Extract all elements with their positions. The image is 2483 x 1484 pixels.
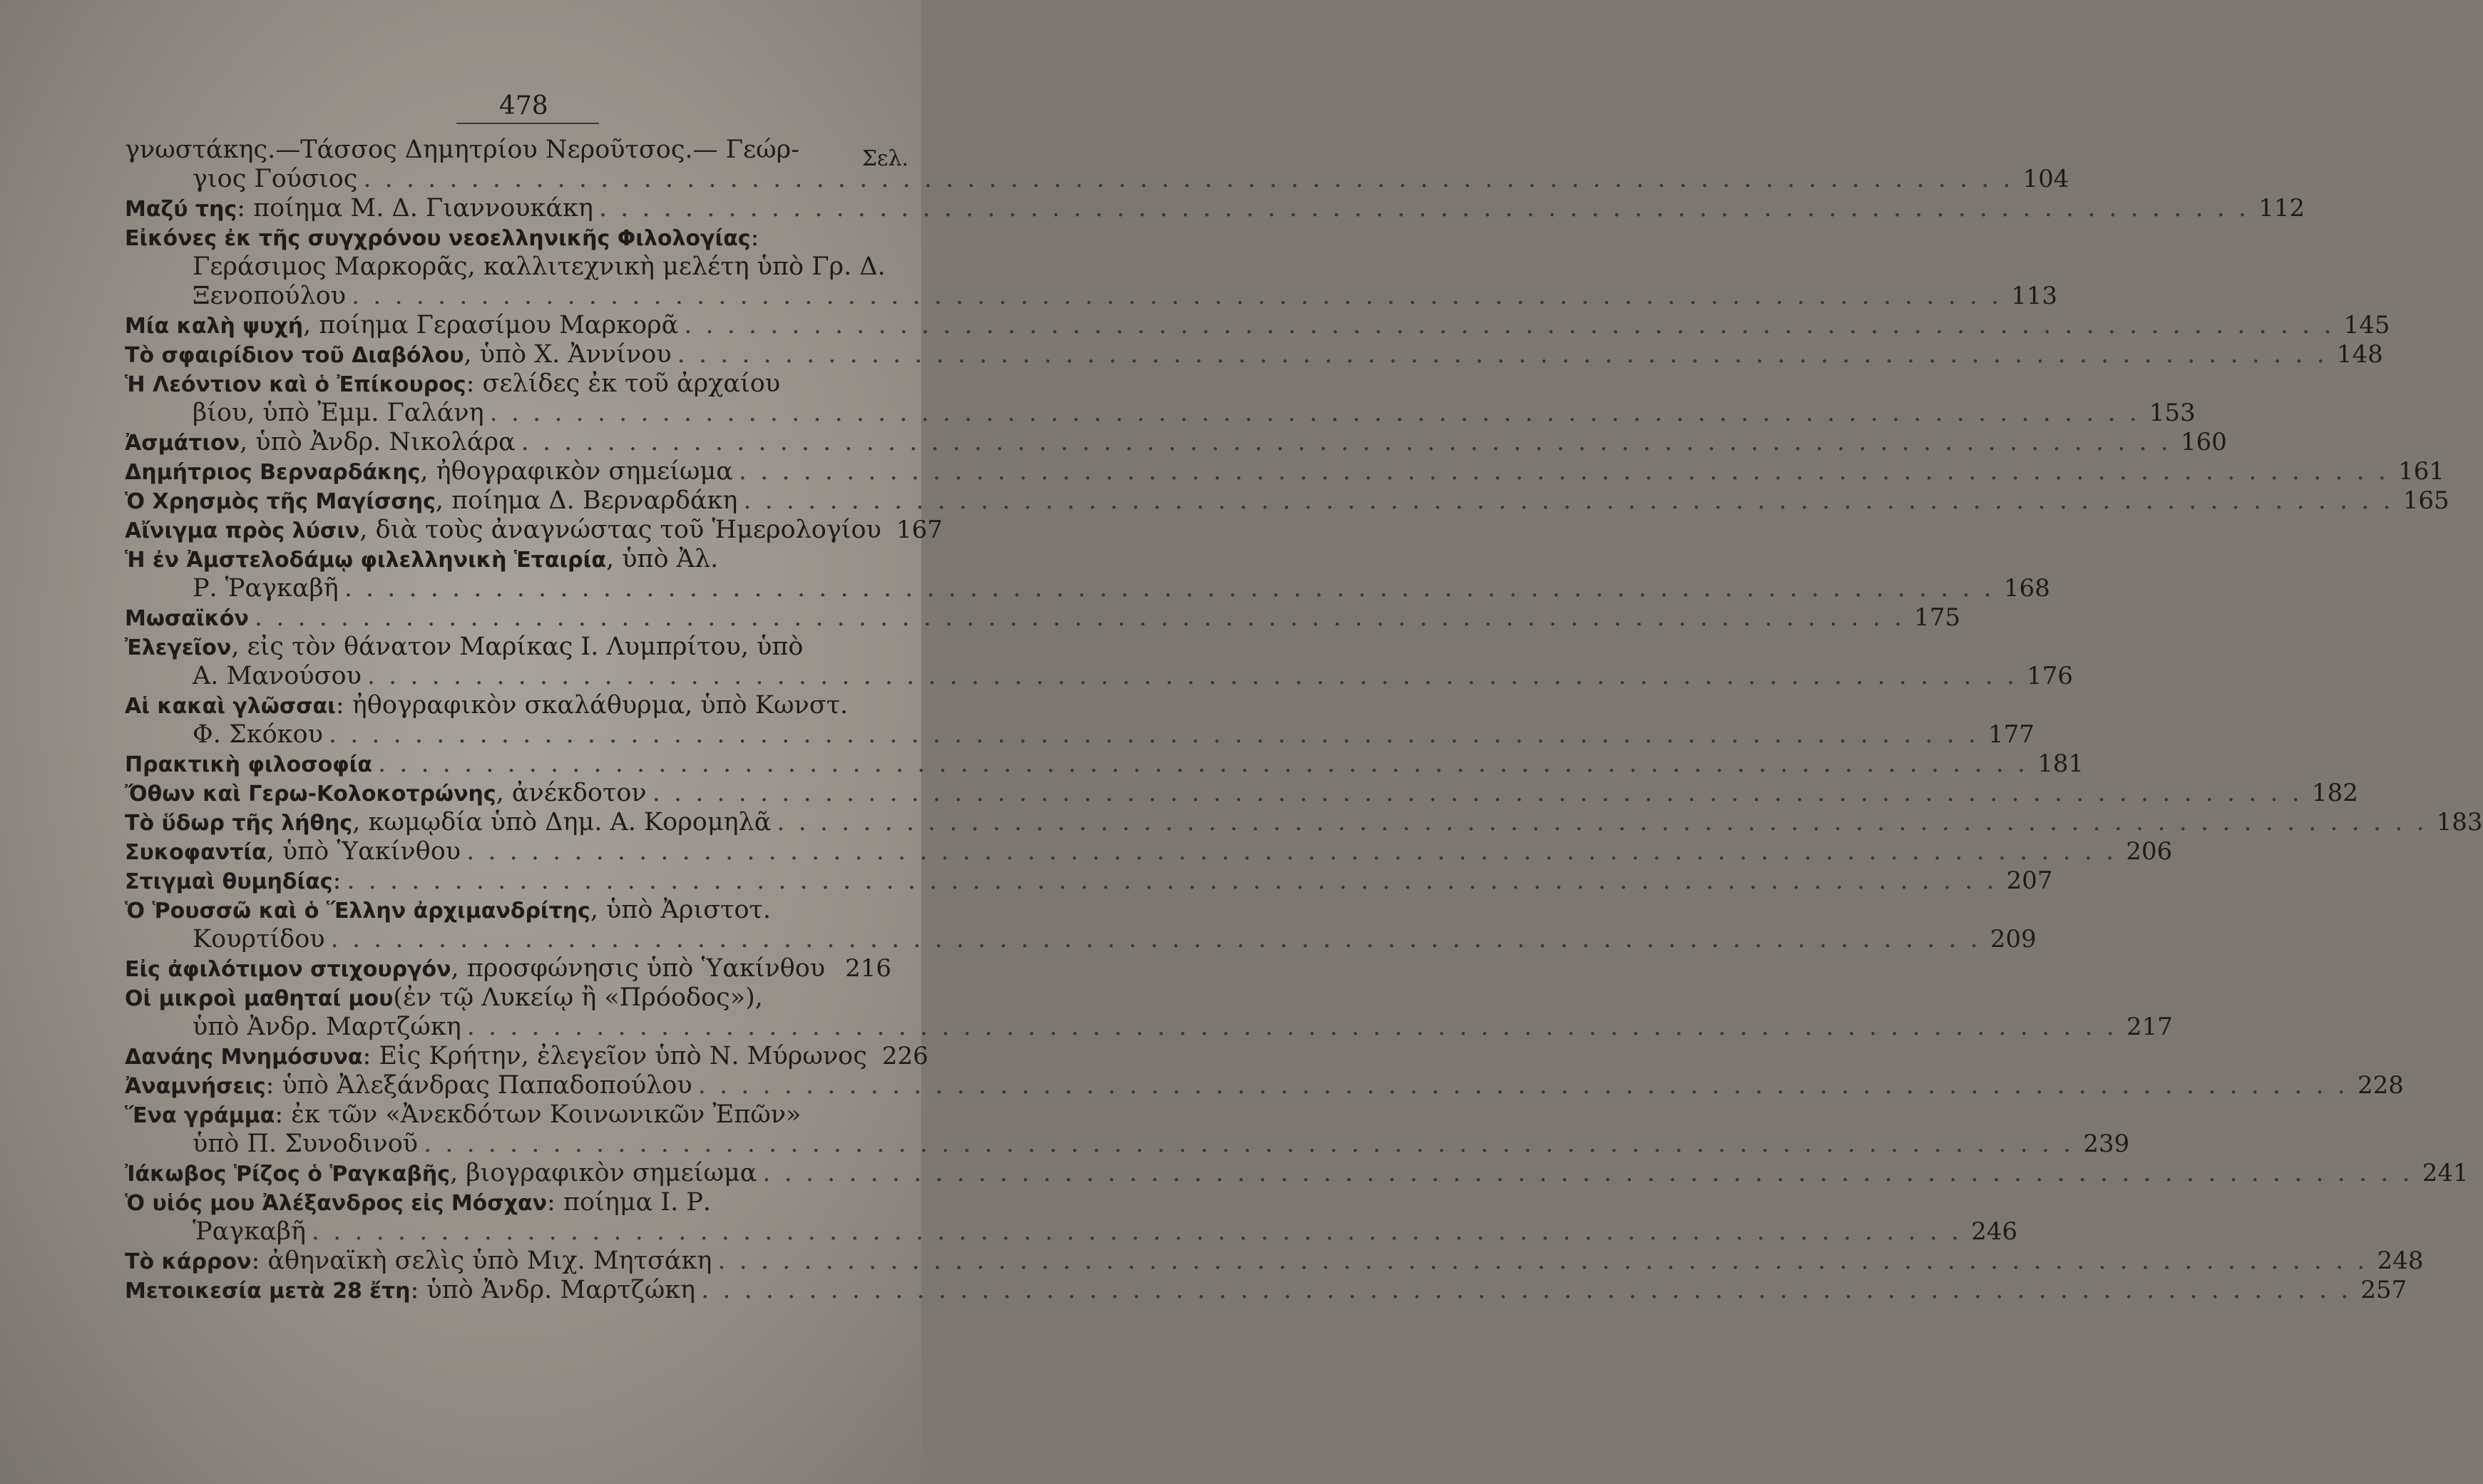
toc-entry-title-line xyxy=(125,457,2445,486)
toc-entry-title-line xyxy=(125,1276,2407,1305)
toc-entry-page-number: 239 xyxy=(2083,1130,2130,1158)
toc-entry-continuation-line xyxy=(125,252,891,282)
dot-leader: . . . . . . . . . . . . . . . . . . . . . . . . . . . . . . . . . . . . . . . . . . . . . . . . . . . . . . . . . . . . . . . . . . . . . . . . . . . . . xyxy=(377,749,2029,778)
toc-entry-title: Τὸ ὕδωρ τῆς λήθης xyxy=(125,811,353,836)
toc-entry-title: Ἡ Λεόντιον καὶ ὁ Ἐπίκουρος xyxy=(125,372,466,397)
toc-entry xyxy=(125,896,2037,954)
dot-leader: . . . . . . . . . . . . . . . . . . . . . . . . . . . . . . . . . . . . . . . . . . . . . . . . . . . . . . . . . . . . . . . . . . . . . . . . . . . . . xyxy=(489,399,2140,427)
toc-entry-title-line xyxy=(125,1247,2424,1276)
toc-entry-title: Ἰάκωβος Ῥίζος ὁ Ῥαγκαβῆς xyxy=(125,1162,451,1187)
toc-entry xyxy=(125,603,1961,633)
toc-entry-continuation-line xyxy=(125,399,2196,428)
toc-entry xyxy=(125,983,2173,1042)
toc-entry-text: , κωμῳδία ὑπὸ Δημ. Α. Κορομηλᾶ xyxy=(352,808,772,836)
toc-entry-page-number: 182 xyxy=(2312,779,2358,807)
toc-entry-title-line xyxy=(125,779,2358,808)
toc-entry-page-number: 153 xyxy=(2149,399,2196,427)
toc-entry-text: : ἀθηναϊκὴ σελὶς ὑπὸ Μιχ. Μητσάκη xyxy=(251,1247,712,1275)
toc-entry-title: Εἰς ἀφιλότιμον στιχουργόν xyxy=(125,957,451,982)
toc-entry xyxy=(125,866,2053,896)
toc-entry-continuation-line xyxy=(125,282,2058,311)
toc-entry xyxy=(125,194,2305,223)
toc-entry-text: Φ. Σκόκου xyxy=(193,720,323,749)
toc-entry-title: Πρακτικὴ φιλοσοφία xyxy=(125,752,372,777)
dot-leader: . . . . . . . . . . . . . . . . . . . . . . . . . . . . . . . . . . . . . . . . . . . . . . . . . . . . . . . . . . . . . . . . . . . . . . . . . . . . . xyxy=(347,866,1997,895)
dot-leader: . . . . . . . . . . . . . . . . . . . . . . . . . . . . . . . . . . . . . . . . . . . . . . . . . . . . . . . . . . . . . . . . . . . . . . . . . . . . . xyxy=(352,282,2002,310)
toc-entry-continuation-line xyxy=(125,720,2035,749)
toc-entry-text: Ξενοπούλου xyxy=(193,282,346,310)
toc-entry-title-line xyxy=(125,1042,928,1071)
toc-entry-title-line xyxy=(125,954,891,983)
toc-entry-text: : Εἰς Κρήτην, ἐλεγεῖον ὑπὸ Ν. Μύρωνος xyxy=(362,1042,867,1070)
toc-entry xyxy=(125,428,2227,457)
toc-entry xyxy=(125,1276,2407,1305)
toc-entry-title-line xyxy=(125,428,2227,457)
toc-entry-title: Τὸ κάρρον xyxy=(125,1249,252,1274)
toc-entry xyxy=(125,457,2445,486)
toc-entry-title-line xyxy=(125,486,2449,516)
dot-leader: . . . . . . . . . . . . . . . . . . . . . . . . . . . . . . . . . . . . . . . . . . . . . . . . . . . . . . . . . . . . . . . . . . . . . . . . . . . . . xyxy=(363,165,2014,193)
page-number-underline xyxy=(456,123,599,124)
toc-entry-page-number: 175 xyxy=(1914,603,1961,632)
toc-entry-title: Συκοφαντία xyxy=(125,840,267,865)
toc-entry-text: βίου, ὑπὸ Ἐμμ. Γαλάνη xyxy=(193,399,484,427)
toc-entry-text: : xyxy=(750,223,759,252)
toc-entry xyxy=(125,311,2390,340)
dot-leader: . . . . . . . . . . . . . . . . . . . . . . . . . . . . . . . . . . . . . . . . . . . . . . . . . . . . . . . . . . . . . . . . . . . . . . . . . . . . . xyxy=(738,457,2390,486)
dot-leader: . . . . . . . . . . . . . . . . . . . . . . . . . . . . . . . . . . . . . . . . . . . . . . . . . . . . . . . . . . . . . . . . . . . . . . . . . . . . . xyxy=(677,340,2328,369)
toc-entry-title: Ὄθων καὶ Γερω-Κολοκοτρώνης xyxy=(125,782,496,807)
page-column-header: Σελ. xyxy=(861,146,908,171)
toc-entry-page-number: 145 xyxy=(2343,311,2390,339)
toc-entry-continuation-line xyxy=(125,165,2069,194)
toc-entry-continuation-line xyxy=(125,925,2037,954)
toc-entry-title-line xyxy=(125,749,2084,779)
dot-leader: . . . . . . . . . . . . . . . . . . . . . . . . . . . . . . . . . . . . . . . . . . . . . . . . . . . . . . . . . . . . . . . . . . . . . . . . . . . . . xyxy=(424,1130,2074,1158)
toc-entry-page-number: 216 xyxy=(845,954,891,983)
dot-leader: . . . . . . . . . . . . . . . . . . . . . . . . . . . . . . . . . . . . . . . . . . . . . . . . . . . . . . . . . . . . . . . . . . . . . . . . . . . . . xyxy=(762,1159,2413,1187)
toc-entry-title-line xyxy=(125,340,2383,369)
toc-entry-page-number: 217 xyxy=(2126,1013,2173,1041)
toc-entry-title-line xyxy=(125,1071,2404,1100)
toc-entry xyxy=(125,369,2196,428)
toc-entry xyxy=(125,1247,2424,1276)
toc-entry-title: Ἀσμάτιον xyxy=(125,431,240,456)
toc-entry-page-number: 207 xyxy=(2006,866,2053,895)
toc-entry-text: : ἠθογραφικὸν σκαλάθυρμα, ὑπὸ Κωνστ. xyxy=(335,691,849,720)
dot-leader: . . . . . . . . . . . . . . . . . . . . . . . . . . . . . . . . . . . . . . . . . . . . . . . . . . . . . . . . . . . . . . . . . . . . . . . . . . . . . xyxy=(777,808,2427,836)
toc-entry-title-line xyxy=(125,837,2173,866)
dot-leader: . . . . . . . . . . . . . . . . . . . . . . . . . . . . . . . . . . . . . . . . . . . . . . . . . . . . . . . . . . . . . . . . . . . . . . . . . . . . . xyxy=(344,574,1995,603)
toc-entry-title-line xyxy=(125,1159,2469,1188)
toc-entry-title-line xyxy=(125,545,891,574)
toc-entry xyxy=(125,1188,2018,1247)
toc-entry-title: Ἕνα γράμμα xyxy=(125,1103,275,1128)
toc-entry-title-line xyxy=(125,603,1961,633)
toc-entry-title-line xyxy=(125,1100,891,1130)
toc-entry-title: Στιγμαὶ θυμηδίας xyxy=(125,869,333,894)
toc-entry-continuation-line xyxy=(125,1130,2130,1159)
toc-entry-title: Τὸ σφαιρίδιον τοῦ Διαβόλου xyxy=(125,343,464,368)
toc-entry-text: , ὑπὸ Ἀλ. xyxy=(605,545,719,573)
toc-entry-page-number: 176 xyxy=(2027,662,2074,690)
toc-entry-text: γιος Γούσιος xyxy=(193,165,358,193)
toc-entry-page-number: 113 xyxy=(2011,282,2058,310)
toc-entry-title: Ὁ Χρησμὸς τῆς Μαγίσσης xyxy=(125,489,436,514)
toc-entry xyxy=(125,779,2358,808)
toc-entry xyxy=(125,749,2084,779)
toc-entry-title: Μαζύ της xyxy=(125,197,237,222)
toc-entry-page-number: 104 xyxy=(2022,165,2069,193)
toc-entry-title-line xyxy=(125,691,891,720)
toc-entry-page-number: 183 xyxy=(2436,808,2483,836)
toc-entry-text: : xyxy=(332,866,342,895)
toc-entry-title-line xyxy=(125,983,891,1013)
toc-entry-title: Ὁ Ῥουσσῶ καὶ ὁ Ἕλλην ἀρχιμανδρίτης xyxy=(125,899,590,923)
toc-entry-title: Ἐλεγεῖον xyxy=(125,635,232,660)
toc-entry-title: Μετοικεσία μετὰ 28 ἔτη xyxy=(125,1279,411,1304)
toc-entry-text: : ὑπὸ Ἀνδρ. Μαρτζώκη xyxy=(410,1276,696,1304)
toc-entry-title-line xyxy=(125,896,891,925)
toc-entry-title-line xyxy=(125,194,2305,223)
toc-entry-text: , ἠθογραφικὸν σημείωμα xyxy=(420,457,733,486)
toc-entry-page-number: 177 xyxy=(1988,720,2035,749)
toc-entry-text: ὑπὸ Π. Συνοδινοῦ xyxy=(193,1130,419,1158)
toc-entry-text: , βιογραφικὸν σημείωμα xyxy=(450,1159,757,1187)
toc-entry xyxy=(125,516,943,545)
toc-entry-text: : ποίημα Ι. Ρ. xyxy=(547,1188,711,1217)
toc-entry-title: Οἱ μικροὶ μαθηταί μου xyxy=(125,986,394,1011)
toc-entry-continuation-line xyxy=(125,1217,2018,1247)
dot-leader: . . . . . . . . . . . . . . . . . . . . . . . . . . . . . . . . . . . . . . . . . . . . . . . . . . . . . . . . . . . . . . . . . . . . . . . . . . . . . xyxy=(684,311,2335,339)
toc-entry-title: Μία καλὴ ψυχή xyxy=(125,314,304,339)
dot-leader: . . . . . . . . . . . . . . . . . . . . . . . . . . . . . . . . . . . . . . . . . . . . . . . . . . . . . . . . . . . . . . . . . . . . . . . . . . . . . xyxy=(701,1276,2352,1304)
toc-entry xyxy=(125,808,2483,837)
toc-entry-text: ὑπὸ Ἀνδρ. Μαρτζώκη xyxy=(193,1013,461,1041)
toc-entry-text: , εἰς τὸν θάνατον Μαρίκας Ι. Λυμπρίτου, ὑπὸ xyxy=(231,633,804,661)
toc-entry xyxy=(125,486,2449,516)
toc-entry-title: Δημήτριος Βερναρδάκης xyxy=(125,460,421,485)
dot-leader: . . . . . . . . . . . . . . . . . . . . . . . . . . . . . . . . . . . . . . . . . . . . . . . . . . . . . . . . . . . . . . . . . . . . . . . . . . . . . xyxy=(254,603,1905,632)
toc-entry-page-number: 241 xyxy=(2422,1159,2469,1187)
toc-entry-text: , ὑπὸ Ἀνδρ. Νικολάρα xyxy=(240,428,516,456)
toc-entry-title: Εἰκόνες ἐκ τῆς συγχρόνου νεοελληνικῆς Φιλολογίας xyxy=(125,226,751,251)
toc-entry-page-number: 167 xyxy=(896,516,943,544)
toc-entry-page-number: 226 xyxy=(881,1042,928,1070)
toc-entry-title-line xyxy=(125,866,2053,896)
toc-entry-title: Ἀναμνήσεις xyxy=(125,1074,266,1099)
toc-entry-text: , ποίημα Δ. Βερναρδάκη xyxy=(435,486,738,515)
toc-entry xyxy=(125,340,2383,369)
toc-entry-text: , διὰ τοὺς ἀναγνώστας τοῦ Ἡμερολογίου xyxy=(359,516,881,544)
toc-entry-text: Ρ. Ῥαγκαβῆ xyxy=(193,574,339,603)
toc-entry-text: , προσφώνησις ὑπὸ Ὑακίνθου xyxy=(451,954,826,983)
toc-entry xyxy=(125,954,891,983)
toc-entry-text: , ὑπὸ Ἀριστοτ. xyxy=(590,896,772,924)
toc-entry-page-number: 181 xyxy=(2037,749,2084,778)
toc-entry-title: Μωσαϊκόν xyxy=(125,606,249,631)
toc-entry-page-number: 246 xyxy=(1971,1217,2018,1246)
dot-leader: . . . . . . . . . . . . . . . . . . . . . . . . . . . . . . . . . . . . . . . . . . . . . . . . . . . . . . . . . . . . . . . . . . . . . . . . . . . . . xyxy=(652,779,2303,807)
toc-entry-title: Αἴνιγμα πρὸς λύσιν xyxy=(125,518,360,543)
toc-entry xyxy=(125,837,2173,866)
toc-entry-text: , ὑπὸ Χ. Ἀννίνου xyxy=(464,340,672,369)
toc-entry-text: Α. Μανούσου xyxy=(193,662,362,690)
toc-entry xyxy=(125,1159,2469,1188)
toc-entry-continuation-line xyxy=(125,662,2074,691)
toc-entry-text: Γεράσιμος Μαρκορᾶς, καλλιτεχνικὴ μελέτη ὑπὸ Γρ. Δ. xyxy=(193,252,886,281)
toc-entry-title-line xyxy=(125,808,2483,837)
toc-entry-title-line xyxy=(125,135,891,165)
toc-entry xyxy=(125,1071,2404,1100)
toc-entry-title-line xyxy=(125,516,943,545)
dot-leader: . . . . . . . . . . . . . . . . . . . . . . . . . . . . . . . . . . . . . . . . . . . . . . . . . . . . . . . . . . . . . . . . . . . . . . . . . . . . . xyxy=(328,720,1980,749)
dot-leader: . . . . . . . . . . . . . . . . . . . . . . . . . . . . . . . . . . . . . . . . . . . . . . . . . . . . . . . . . . . . . . . . . . . . . . . . . . . . . xyxy=(311,1217,1962,1246)
toc-entry-page-number: 160 xyxy=(2180,428,2227,456)
toc-entry-page-number: 148 xyxy=(2336,340,2383,369)
toc-entry-title: Ὁ υἱός μου Ἀλέξανδρος εἰς Μόσχαν xyxy=(125,1191,548,1216)
toc-entry-continuation-line xyxy=(125,1013,2173,1042)
toc-entry xyxy=(125,545,2050,603)
toc-entry-text: γνωστάκης.—Τάσσος Δημητρίου Νεροῦτσος.— Γεώρ- xyxy=(125,135,800,164)
toc-entry-title-line xyxy=(125,633,891,662)
dot-leader: . . . . . . . . . . . . . . . . . . . . . . . . . . . . . . . . . . . . . . . . . . . . . . . . . . . . . . . . . . . . . . . . . . . . . . . . . . . . . xyxy=(466,1013,2117,1041)
toc-entry-page-number: 168 xyxy=(2004,574,2050,603)
toc-entry xyxy=(125,223,2058,311)
toc-entry-text: : ποίημα Μ. Δ. Γιαννουκάκη xyxy=(237,194,593,222)
toc-entry-title: Δανάης Μνημόσυνα xyxy=(125,1045,363,1070)
toc-entry xyxy=(125,1100,2130,1159)
toc-entry-text: , ἀνέκδοτον xyxy=(496,779,647,807)
toc-entry-title: Αἱ κακαὶ γλῶσσαι xyxy=(125,694,336,719)
toc-entry-title-line xyxy=(125,311,2390,340)
toc-entry xyxy=(125,691,2035,749)
toc-entry-text: Ῥαγκαβῆ xyxy=(193,1217,306,1246)
toc-entry-page-number: 248 xyxy=(2377,1247,2424,1275)
toc-entry-page-number: 209 xyxy=(1990,925,2037,953)
dot-leader: . . . . . . . . . . . . . . . . . . . . . . . . . . . . . . . . . . . . . . . . . . . . . . . . . . . . . . . . . . . . . . . . . . . . . . . . . . . . . xyxy=(717,1247,2368,1275)
table-of-contents xyxy=(125,135,2483,1305)
toc-entry xyxy=(125,633,2074,691)
toc-entry-continuation-line xyxy=(125,574,2050,603)
toc-entry-page-number: 112 xyxy=(2258,194,2305,222)
toc-entry-page-number: 257 xyxy=(2360,1276,2407,1304)
toc-entry-page-number: 161 xyxy=(2398,457,2445,486)
page-number: 478 xyxy=(499,91,548,121)
toc-entry-title-line xyxy=(125,1188,891,1217)
dot-leader: . . . . . . . . . . . . . . . . . . . . . . . . . . . . . . . . . . . . . . . . . . . . . . . . . . . . . . . . . . . . . . . . . . . . . . . . . . . . . xyxy=(598,194,2250,222)
toc-entry-title: Ἡ ἐν Ἀμστελοδάμῳ φιλελληνικὴ Ἑταιρία xyxy=(125,548,606,573)
toc-entry-page-number: 165 xyxy=(2402,486,2449,515)
toc-entry-text: (ἐν τῷ Λυκείῳ ἢ «Πρόοδος»), xyxy=(393,983,763,1012)
dot-leader: . . . . . . . . . . . . . . . . . . . . . . . . . . . . . . . . . . . . . . . . . . . . . . . . . . . . . . . . . . . . . . . . . . . . . . . . . . . . . xyxy=(367,662,2018,690)
toc-entry-page-number: 228 xyxy=(2357,1071,2404,1100)
toc-entry-title-line xyxy=(125,223,891,252)
toc-entry-text: , ὑπὸ Ὑακίνθου xyxy=(266,837,461,866)
toc-entry-text: : σελίδες ἐκ τοῦ ἀρχαίου xyxy=(466,369,781,398)
dot-leader: . . . . . . . . . . . . . . . . . . . . . . . . . . . . . . . . . . . . . . . . . . . . . . . . . . . . . . . . . . . . . . . . . . . . . . . . . . . . . xyxy=(330,925,1981,953)
toc-entry-text: : ἐκ τῶν «Ἀνεκδότων Κοινωνικῶν Ἐπῶν» xyxy=(275,1100,802,1129)
toc-entry xyxy=(125,135,2069,194)
dot-leader: . . . . . . . . . . . . . . . . . . . . . . . . . . . . . . . . . . . . . . . . . . . . . . . . . . . . . . . . . . . . . . . . . . . . . . . . . . . . . xyxy=(697,1071,2348,1100)
toc-entry-text: : ὑπὸ Ἀλεξάνδρας Παπαδοπούλου xyxy=(265,1071,692,1100)
toc-entry xyxy=(125,1042,928,1071)
dot-leader: . . . . . . . . . . . . . . . . . . . . . . . . . . . . . . . . . . . . . . . . . . . . . . . . . . . . . . . . . . . . . . . . . . . . . . . . . . . . . xyxy=(521,428,2171,456)
toc-entry-page-number: 206 xyxy=(2126,837,2173,866)
toc-entry-text: Κουρτίδου xyxy=(193,925,325,953)
dot-leader: . . . . . . . . . . . . . . . . . . . . . . . . . . . . . . . . . . . . . . . . . . . . . . . . . . . . . . . . . . . . . . . . . . . . . . . . . . . . . xyxy=(743,486,2394,515)
dot-leader: . . . . . . . . . . . . . . . . . . . . . . . . . . . . . . . . . . . . . . . . . . . . . . . . . . . . . . . . . . . . . . . . . . . . . . . . . . . . . xyxy=(466,837,2117,866)
toc-entry-title-line xyxy=(125,369,891,399)
toc-entry-text: , ποίημα Γερασίμου Μαρκορᾶ xyxy=(303,311,679,339)
